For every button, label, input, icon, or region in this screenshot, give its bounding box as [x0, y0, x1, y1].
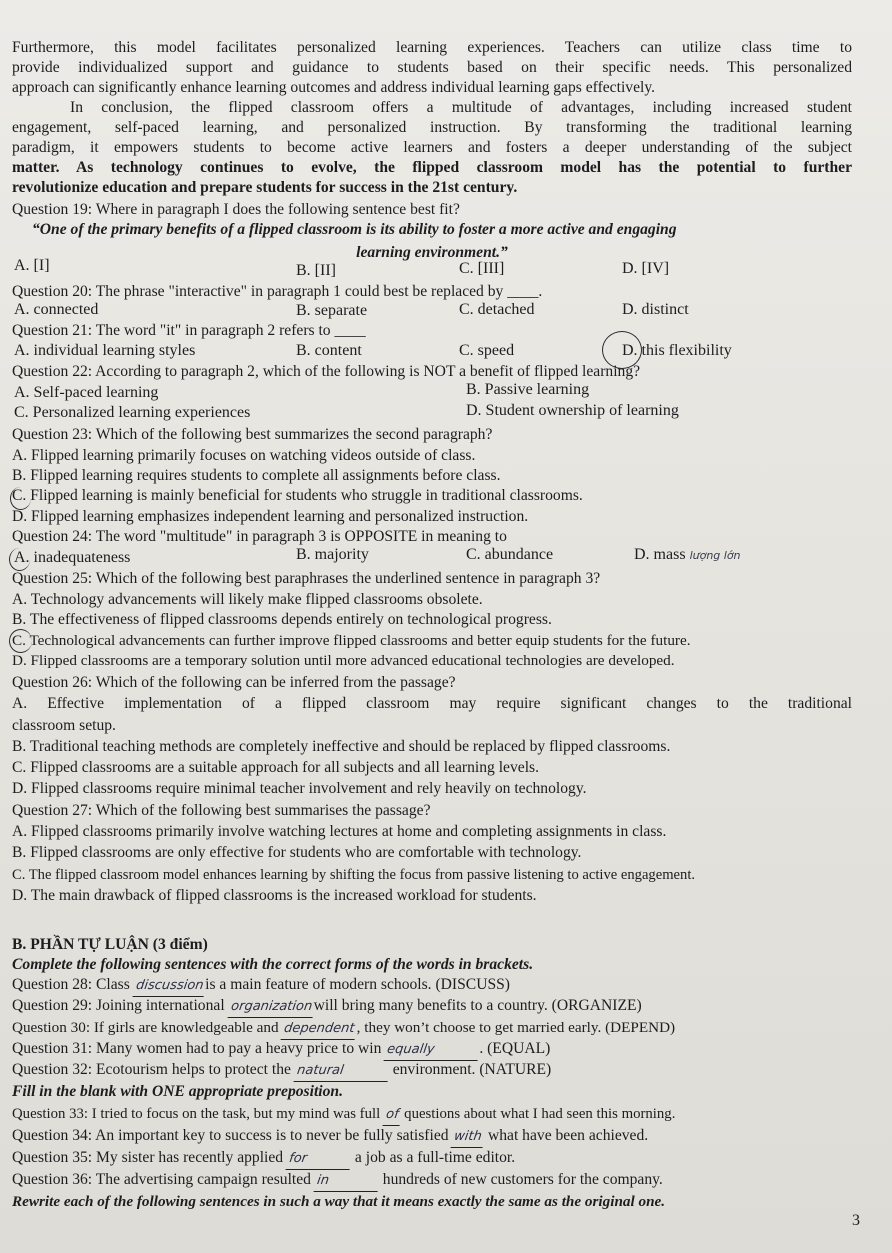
q25-option-b[interactable]: B. The effectiveness of flipped classrooms depends entirely on technological progress.	[12, 611, 552, 628]
q21-option-b[interactable]: B. content	[296, 342, 362, 359]
q32-prefix: Question 32: Ecotourism helps to protect the	[12, 1061, 291, 1078]
handwritten-note: lượng lớn	[689, 549, 741, 562]
passage-line: engagement, self-paced learning, and personalized instruction. By transforming the traditional learning	[12, 119, 852, 136]
q20-option-d[interactable]: D. distinct	[622, 301, 689, 318]
q30-suffix: , they won’t choose to get married early. (DEPEND)	[356, 1019, 676, 1036]
q36-suffix: hundreds of new customers for the company.	[382, 1171, 663, 1188]
q21-option-c[interactable]: C. speed	[459, 342, 515, 359]
question-21-stem: Question 21: The word "it" in paragraph 2 refers to ____	[12, 322, 366, 339]
question-22-stem: Question 22: According to paragraph 2, which of the following is NOT a benefit of flipped learning?	[12, 363, 641, 380]
q28-prefix: Question 28: Class	[12, 976, 130, 993]
question-23-stem: Question 23: Which of the following best summarizes the second paragraph?	[12, 426, 493, 443]
q25-option-c[interactable]: C. Technological advancements can further improve flipped classrooms and better equip students for the future.	[12, 632, 691, 649]
q32-answer-blank[interactable]: natural	[293, 1061, 390, 1082]
question-35	[12, 1148, 852, 1170]
question-31	[12, 1039, 852, 1061]
q33-suffix: questions about what I had seen this morning.	[404, 1106, 676, 1122]
question-34	[12, 1126, 852, 1148]
q33-answer-blank[interactable]: of	[382, 1105, 401, 1126]
q35-answer-blank[interactable]: for	[286, 1149, 353, 1170]
q21-option-a[interactable]: A. individual learning styles	[14, 342, 196, 359]
section-b-instruction: Complete the following sentences with the correct forms of the words in brackets.	[12, 956, 534, 973]
passage-line: provide individualized support and guidance to students based on their specific needs. This personalized	[12, 59, 852, 76]
q19-option-b[interactable]: B. [II]	[296, 262, 336, 279]
page-number: 3	[852, 1212, 860, 1229]
q23-option-d[interactable]: D. Flipped learning emphasizes independent learning and personalized instruction.	[12, 508, 529, 525]
question-30	[12, 1018, 852, 1040]
q24-option-d-label: D. mass	[634, 546, 686, 563]
q33-prefix: Question 33: I tried to focus on the task, but my mind was full	[12, 1106, 381, 1122]
question-19-stem: Question 19: Where in paragraph I does the following sentence best fit?	[12, 201, 460, 218]
q27-option-a[interactable]: A. Flipped classrooms primarily involve watching lectures at home and completing assignments in class.	[12, 823, 667, 840]
q34-answer-blank[interactable]: with	[451, 1127, 486, 1148]
q24-option-a[interactable]: A. inadequateness	[14, 549, 131, 566]
q24-option-d[interactable]	[634, 546, 741, 564]
question-20-stem: Question 20: The phrase "interactive" in paragraph 1 could best be replaced by ____.	[12, 283, 543, 300]
q28-suffix: is a main feature of modern schools. (DISCUSS)	[205, 976, 511, 993]
question-19-quote: “One of the primary benefits of a flipped classroom is its ability to foster a more active and engaging	[32, 221, 677, 238]
q20-option-c[interactable]: C. detached	[459, 301, 535, 318]
q23-option-b[interactable]: B. Flipped learning requires students to complete all assignments before class.	[12, 467, 501, 484]
q25-option-d[interactable]: D. Flipped classrooms are a temporary solution until more advanced educational technologies are developed.	[12, 652, 675, 669]
question-26-stem: Question 26: Which of the following can be inferred from the passage?	[12, 674, 456, 691]
q20-option-b[interactable]: B. separate	[296, 302, 368, 319]
question-27-stem: Question 27: Which of the following best summarises the passage?	[12, 802, 431, 819]
answer-circle-mark	[10, 487, 31, 510]
q22-option-c[interactable]: C. Personalized learning experiences	[14, 404, 251, 421]
q20-option-a[interactable]: A. connected	[14, 301, 99, 318]
q27-option-d[interactable]: D. The main drawback of flipped classrooms is the increased workload for students.	[12, 887, 537, 904]
passage-line-bold: matter. As technology continues to evolve, the flipped classroom model has the potential to further	[12, 159, 852, 176]
q29-suffix: will bring many benefits to a country. (ORGANIZE)	[313, 997, 642, 1014]
q28-answer-blank[interactable]: discussion	[132, 976, 206, 997]
answer-circle-mark	[9, 629, 32, 653]
q31-answer-blank[interactable]: equally	[384, 1040, 481, 1061]
q31-suffix: . (EQUAL)	[479, 1040, 551, 1057]
question-28	[12, 975, 852, 997]
q19-option-d[interactable]: D. [IV]	[622, 260, 670, 277]
question-24-stem: Question 24: The word "multitude" in paragraph 3 is OPPOSITE in meaning to	[12, 528, 507, 545]
q35-prefix: Question 35: My sister has recently applied	[12, 1149, 284, 1166]
question-29	[12, 996, 852, 1018]
section-b-instruction: Rewrite each of the following sentences in such a way that it means exactly the same as the original one.	[12, 1193, 666, 1210]
answer-circle-mark	[9, 548, 30, 571]
q36-answer-blank[interactable]: in	[313, 1171, 380, 1192]
q30-prefix: Question 30: If girls are knowledgeable and	[12, 1019, 279, 1036]
q26-option-b[interactable]: B. Traditional teaching methods are completely ineffective and should be replaced by flipped classrooms.	[12, 738, 671, 755]
section-b-instruction: Fill in the blank with ONE appropriate preposition.	[12, 1083, 343, 1100]
q31-prefix: Question 31: Many women had to pay a heavy price to win	[12, 1040, 382, 1057]
question-32	[12, 1060, 852, 1082]
passage-line-bold: revolutionize education and prepare students for success in the 21st century.	[12, 179, 518, 196]
passage-line: Furthermore, this model facilitates personalized learning experiences. Teachers can utilize class time to	[12, 39, 852, 56]
passage-line: In conclusion, the flipped classroom offers a multitude of advantages, including increased student	[70, 99, 852, 116]
q26-option-c[interactable]: C. Flipped classrooms are a suitable approach for all subjects and all learning levels.	[12, 759, 539, 776]
q27-option-c[interactable]: C. The flipped classroom model enhances learning by shifting the focus from passive listening to active engagement.	[12, 867, 696, 883]
question-33	[12, 1104, 852, 1126]
q21-option-d[interactable]: D. this flexibility	[622, 342, 732, 359]
q36-prefix: Question 36: The advertising campaign resulted	[12, 1171, 311, 1188]
passage-line: approach can significantly enhance learning outcomes and address individual learning gaps effectively.	[12, 79, 656, 96]
question-19-quote-end: learning environment.”	[356, 244, 508, 261]
q24-option-c[interactable]: C. abundance	[466, 546, 554, 563]
q26-option-d[interactable]: D. Flipped classrooms require minimal teacher involvement and rely heavily on technology.	[12, 780, 587, 797]
q34-suffix: what have been achieved.	[487, 1127, 649, 1144]
q19-option-c[interactable]: C. [III]	[459, 260, 505, 277]
section-b-heading: B. PHẦN TỰ LUẬN (3 điểm)	[12, 936, 208, 953]
q27-option-b[interactable]: B. Flipped classrooms are only effective for students who are comfortable with technology.	[12, 844, 582, 861]
q29-answer-blank[interactable]: organization	[227, 997, 315, 1018]
q19-option-a[interactable]: A. [I]	[14, 257, 50, 274]
q35-suffix: a job as a full-time editor.	[354, 1149, 516, 1166]
q34-prefix: Question 34: An important key to success is to never be fully satisfied	[12, 1127, 449, 1144]
question-25-stem: Question 25: Which of the following best paraphrases the underlined sentence in paragraph 3?	[12, 570, 601, 587]
q22-option-b[interactable]: B. Passive learning	[466, 381, 590, 398]
q22-option-a[interactable]: A. Self-paced learning	[14, 384, 159, 401]
q29-prefix: Question 29: Joining international	[12, 997, 225, 1014]
q26-option-a-cont[interactable]: classroom setup.	[12, 717, 116, 734]
q26-option-a[interactable]: A. Effective implementation of a flipped classroom may require significant changes to the traditional	[12, 695, 852, 712]
q24-option-b[interactable]: B. majority	[296, 546, 369, 563]
q23-option-a[interactable]: A. Flipped learning primarily focuses on watching videos outside of class.	[12, 447, 476, 464]
q23-option-c[interactable]: C. Flipped learning is mainly beneficial for students who struggle in traditional classrooms.	[12, 487, 583, 504]
question-36	[12, 1170, 852, 1192]
q32-suffix: environment. (NATURE)	[392, 1061, 552, 1078]
passage-line: paradigm, it empowers students to become active learners and fosters a deeper understanding of the subject	[12, 139, 852, 156]
q22-option-d[interactable]: D. Student ownership of learning	[466, 402, 679, 419]
q25-option-a[interactable]: A. Technology advancements will likely make flipped classrooms obsolete.	[12, 591, 483, 608]
q30-answer-blank[interactable]: dependent	[281, 1019, 358, 1040]
